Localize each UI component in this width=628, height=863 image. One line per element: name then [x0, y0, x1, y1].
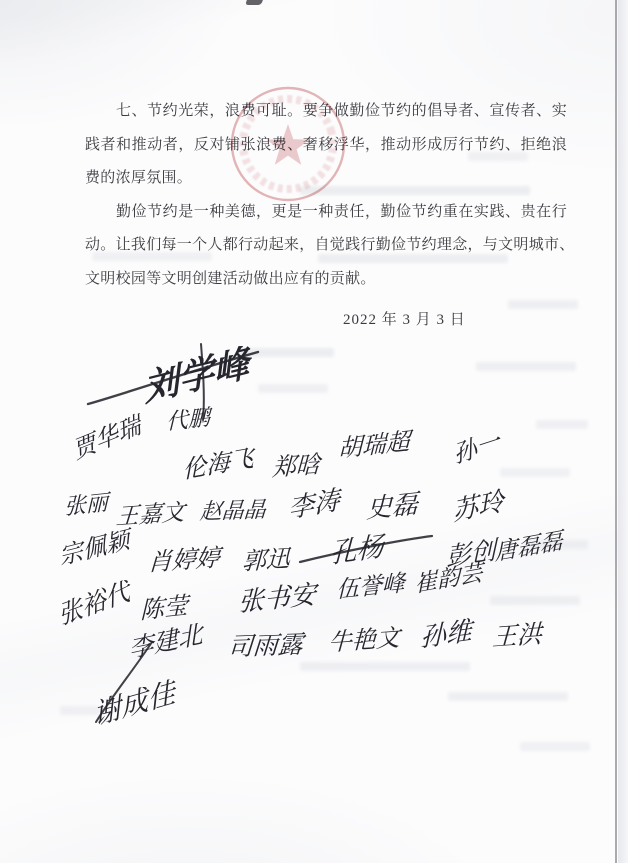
scan-edge-strip — [618, 0, 628, 863]
bleedthrough-artifact — [238, 348, 334, 357]
document-date: 2022 年 3 月 3 日 — [343, 312, 466, 328]
signature: 贾华瑞 — [69, 410, 144, 465]
signature: 刘学峰 — [141, 342, 251, 411]
bleedthrough-artifact — [500, 468, 570, 477]
signature: 孔杨 — [329, 531, 385, 571]
bleedthrough-artifact — [520, 742, 590, 751]
signature: 李建北 — [127, 619, 204, 664]
bleedthrough-artifact — [476, 362, 576, 371]
bleedthrough-artifact — [490, 596, 580, 605]
signature: 郭迅 — [241, 544, 291, 576]
scan-edge-line — [615, 0, 617, 863]
signature: 孙一 — [450, 426, 503, 470]
printed-text-block — [85, 95, 575, 338]
signature: 陈莹 — [140, 591, 188, 625]
bleedthrough-artifact — [448, 692, 568, 701]
signature: 赵晶晶 — [199, 497, 267, 526]
bleedthrough-artifact — [536, 420, 588, 429]
signature: 胡瑞超 — [337, 427, 411, 463]
bleedthrough-artifact — [258, 384, 328, 393]
signature: 谢成佳 — [91, 675, 177, 732]
paragraph-2-line-1: 勤俭节约是一种美德，更是一种责任，勤俭节约重在实践、贵在行 — [116, 203, 567, 220]
paragraph-2-line-3: 文明校园等文明创建活动做出应有的贡献。 — [85, 270, 376, 287]
paragraph-1-line-1: 七、节约光荣，浪费可耻。要争做勤俭节约的倡导者、宣传者、实 — [116, 103, 567, 119]
signature: 史磊 — [365, 489, 419, 525]
signature: 李涛 — [287, 485, 341, 525]
signature: 王洪 — [491, 619, 543, 652]
signature: 张裕代 — [55, 576, 133, 631]
signature: 郑晗 — [271, 450, 321, 482]
signature: 伍誉峰 — [336, 570, 405, 604]
signature: 王嘉文 — [114, 499, 186, 531]
signature: 孙维 — [420, 616, 472, 654]
signature: 张书安 — [237, 579, 317, 619]
signature: 张丽 — [64, 490, 108, 521]
signature: 牛艳文 — [327, 623, 401, 657]
bleedthrough-artifact — [300, 662, 470, 671]
signature: 肖婷婷 — [147, 543, 221, 577]
signature: 彭创 — [446, 535, 497, 572]
signature: 伦海飞 — [182, 443, 255, 485]
scan-artifact — [245, 0, 263, 5]
signature: 苏玲 — [451, 486, 505, 528]
signature: 代鹏 — [166, 405, 210, 436]
signature: 宗佩颖 — [57, 525, 132, 571]
signature: 司雨露 — [226, 629, 304, 662]
paragraph-2-line-2: 动。让我们每一个人都行动起来，自觉践行勤俭节约理念，与文明城市、 — [85, 237, 575, 253]
paragraph-1-line-3: 费的浓厚氛围。 — [85, 170, 193, 186]
signature: 唐磊磊 — [494, 527, 564, 567]
signature: 崔韵芸 — [414, 559, 484, 599]
paragraph-1-line-2: 践者和推动者，反对铺张浪费、奢移浮华，推动形成厉行节约、拒绝浪 — [85, 136, 567, 153]
